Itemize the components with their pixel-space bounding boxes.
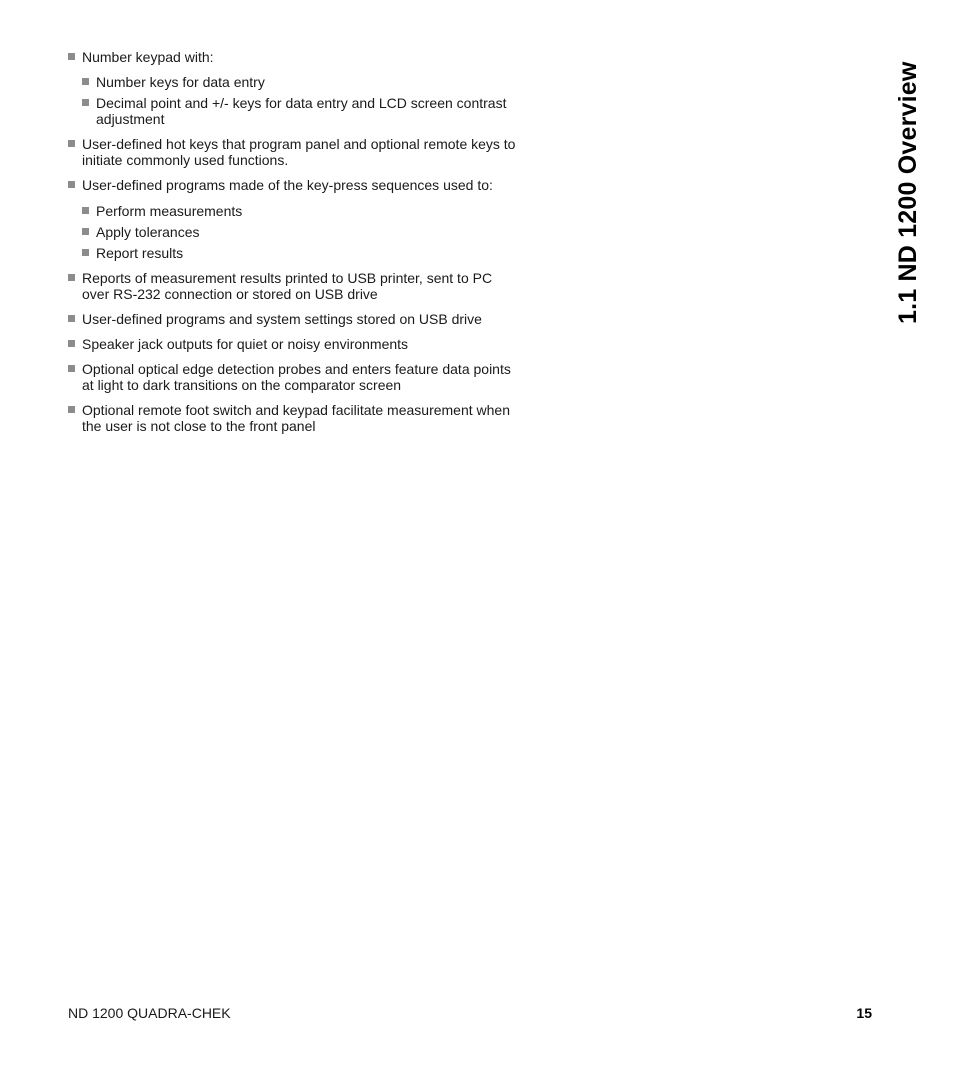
footer-product-name: ND 1200 QUADRA-CHEK	[68, 1005, 231, 1021]
square-bullet-icon	[68, 181, 75, 188]
list-item	[68, 311, 518, 327]
list-item-text: User-defined programs made of the key-press sequences used to:	[82, 177, 493, 193]
square-bullet-icon	[68, 140, 75, 147]
square-bullet-icon	[68, 365, 75, 372]
section-title: 1.1 ND 1200 Overview	[894, 61, 922, 324]
list-item	[68, 270, 518, 302]
list-item-text: Number keys for data entry	[96, 74, 265, 90]
list-item-text: Perform measurements	[96, 203, 243, 219]
square-bullet-icon	[82, 249, 89, 256]
list-item	[82, 245, 518, 261]
list-item-text: Report results	[96, 245, 184, 261]
list-item	[82, 203, 518, 219]
list-item	[82, 224, 518, 240]
square-bullet-icon	[82, 78, 89, 85]
list-item-text: User-defined programs and system settings stored on USB drive	[82, 311, 482, 327]
square-bullet-icon	[82, 207, 89, 214]
list-item	[68, 336, 518, 352]
square-bullet-icon	[68, 315, 75, 322]
square-bullet-icon	[68, 340, 75, 347]
list-item	[68, 361, 518, 393]
list-item-text: Number keypad with:	[82, 49, 214, 65]
list-item-text: Reports of measurement results printed to USB printer, sent to PC over RS-232 connection or stored on USB drive	[82, 270, 493, 302]
square-bullet-icon	[68, 406, 75, 413]
list-item	[68, 136, 518, 168]
list-item	[82, 74, 518, 90]
list-item-text: Apply tolerances	[96, 224, 200, 240]
list-item	[68, 402, 518, 434]
list-item-text: Optional optical edge detection probes and enters feature data points at light to dark transitions on the comparator screen	[82, 361, 511, 393]
list-item	[82, 95, 518, 127]
square-bullet-icon	[82, 228, 89, 235]
list-item	[68, 49, 518, 65]
list-item-text: User-defined hot keys that program panel and optional remote keys to initiate commonly used functions.	[82, 136, 516, 168]
square-bullet-icon	[82, 99, 89, 106]
list-item	[68, 177, 518, 193]
page-number: 15	[856, 1005, 872, 1021]
list-item-text: Decimal point and +/- keys for data entry and LCD screen contrast adjustment	[96, 95, 507, 127]
list-item-text: Optional remote foot switch and keypad facilitate measurement when the user is not close to the front panel	[82, 402, 511, 434]
square-bullet-icon	[68, 53, 75, 60]
feature-list	[68, 49, 518, 443]
square-bullet-icon	[68, 274, 75, 281]
list-item-text: Speaker jack outputs for quiet or noisy environments	[82, 336, 409, 352]
